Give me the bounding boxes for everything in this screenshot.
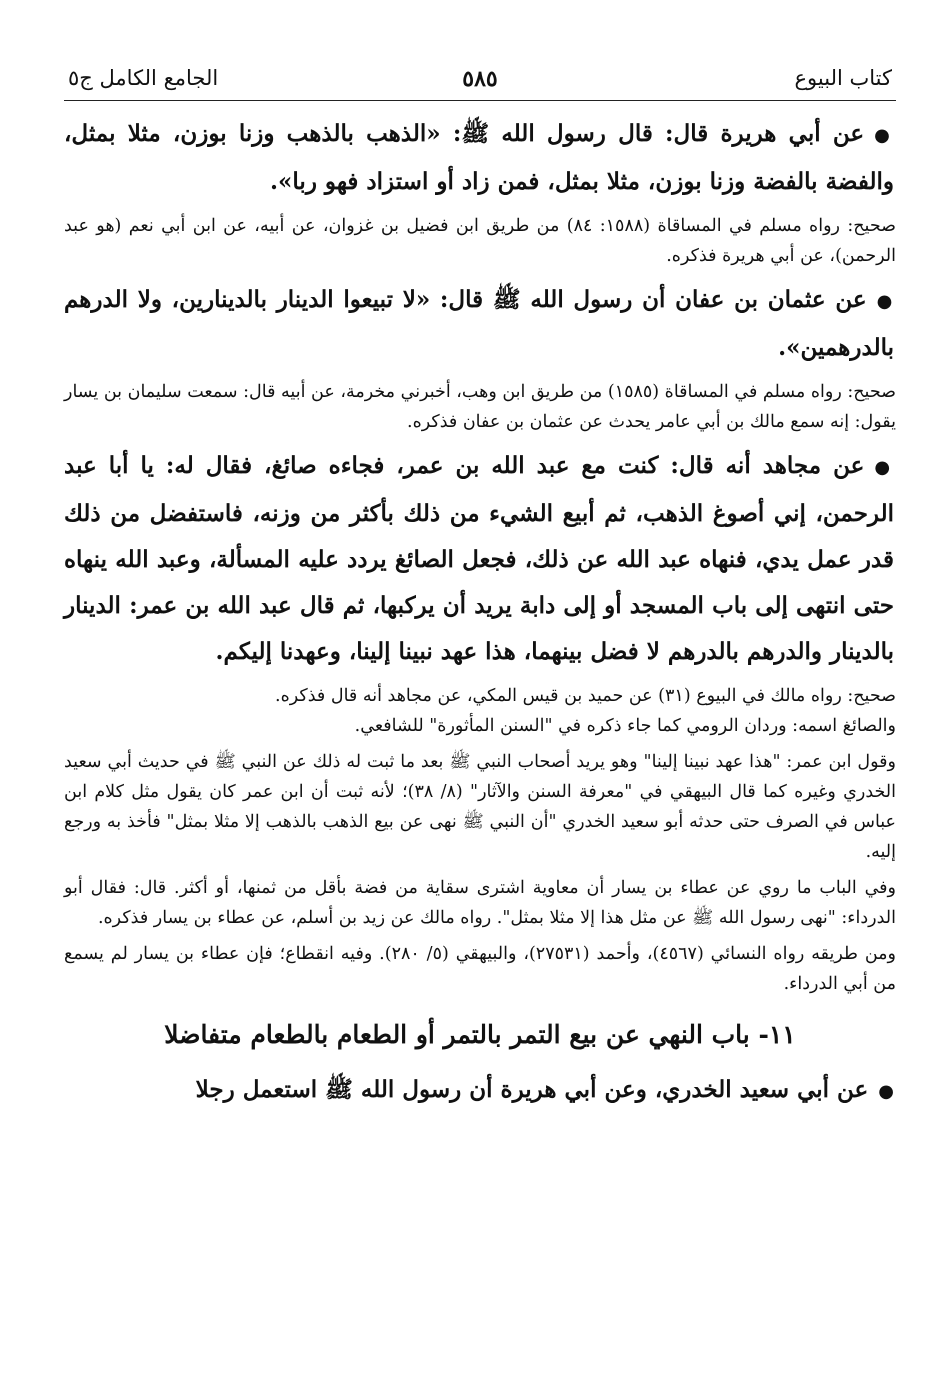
hadith-paragraph	[64, 443, 896, 675]
running-header	[64, 58, 896, 101]
hadith-paragraph	[64, 1067, 896, 1115]
bullet-icon: ●	[874, 125, 894, 146]
commentary-note: ومن طريقه رواه النسائي (٤٥٦٧)، وأحمد (٢٧٥٣١)، والبيهقي (٥/ ٢٨٠). وفيه انقطاع؛ فإن عطاء بن يسار لم يسمع من أبي الدرداء.	[64, 944, 896, 994]
takhrij-note: صحيح: رواه مسلم في المساقاة (١٥٨٨: ٨٤) من طريق ابن فضيل بن غزوان، عن أبيه، عن ابن أبي نعم (هو عبد الرحمن)، عن أبي هريرة فذكره.	[64, 216, 896, 266]
book-page	[64, 58, 896, 1115]
bullet-icon: ●	[878, 1081, 894, 1102]
hadith-text: عن عثمان بن عفان أن رسول الله ﷺ قال: «لا تبيعوا الدينار بالدينارين، ولا الدرهم بالدرهمين».	[64, 286, 894, 361]
takhrij-note: صحيح: رواه مسلم في المساقاة (١٥٨٥) من طريق ابن وهب، أخبرني مخرمة، عن أبيه قال: سمعت سليمان بن يسار يقول: إنه سمع مالك بن أبي عامر يحدث عن عثمان بن عفان فذكره.	[64, 382, 896, 432]
book-title: كتاب البيوع	[794, 66, 892, 90]
bullet-icon: ●	[876, 291, 895, 312]
chapter-heading: ١١- باب النهي عن بيع التمر بالتمر أو الطعام بالطعام متفاضلا	[164, 1020, 796, 1049]
hadith-paragraph	[64, 111, 896, 205]
takhrij-note: صحيح: رواه مالك في البيوع (٣١) عن حميد بن قيس المكي، عن مجاهد أنه قال فذكره.	[275, 686, 896, 706]
page-number: ٥٨٥	[462, 66, 498, 92]
bullet-icon: ●	[874, 457, 894, 478]
commentary-note: والصائغ اسمه: وردان الرومي كما جاء ذكره في "السنن المأثورة" للشافعي.	[354, 716, 896, 736]
commentary-note: وفي الباب ما روي عن عطاء بن يسار أن معاوية اشترى سقاية من فضة بأقل من ثمنها، أو أكثر. قال: فقال أبو الدرداء: "نهى رسول الله ﷺ عن مثل هذا إلا مثلا بمثل". رواه مالك عن زيد بن أسلم، عن عطاء بن يسار فذكره.	[64, 878, 896, 928]
hadith-paragraph	[64, 277, 896, 371]
volume-title: الجامع الكامل ج٥	[68, 66, 219, 90]
commentary-note: وقول ابن عمر: "هذا عهد نبينا إلينا" وهو يريد أصحاب النبي ﷺ بعد ما ثبت له ذلك عن النبي ﷺ في حديث أبي سعيد الخدري وغيره كما قال البيهقي في "معرفة السنن والآثار" (٨/ ٣٨)؛ لأنه ثبت أن ابن عمر كان يقول مثل كلام ابن عباس في الصرف حتى حدثه أبو سعيد الخدري "أن النبي ﷺ نهى عن بيع الذهب بالذهب إلا مثلا بمثل" فأخذ به ورجع إليه.	[64, 752, 896, 862]
hadith-text: عن أبي سعيد الخدري، وعن أبي هريرة أن رسول الله ﷺ استعمل رجلا	[195, 1076, 869, 1103]
hadith-text: عن أبي هريرة قال: قال رسول الله ﷺ: «الذهب بالذهب وزنا بوزن، مثلا بمثل، والفضة بالفضة وزنا بوزن، مثلا بمثل، فمن زاد أو استزاد فهو ربا».	[64, 120, 894, 195]
hadith-text: عن مجاهد أنه قال: كنت مع عبد الله بن عمر، فجاءه صائغ، فقال له: يا أبا عبد الرحمن، إني أصوغ الذهب، ثم أبيع الشيء من ذلك بأكثر من وزنه، فاستفضل من ذلك قدر عمل يدي، فنهاه عبد الله عن ذلك، فجعل الصائغ يردد عليه المسألة، وعبد الله ينهاه حتى انتهى إلى باب المسجد أو إلى دابة يريد أن يركبها، ثم قال عبد الله بن عمر: الدينار بالدينار والدرهم بالدرهم لا فضل بينهما، هذا عهد نبينا إلينا، وعهدنا إليكم.	[64, 452, 894, 665]
